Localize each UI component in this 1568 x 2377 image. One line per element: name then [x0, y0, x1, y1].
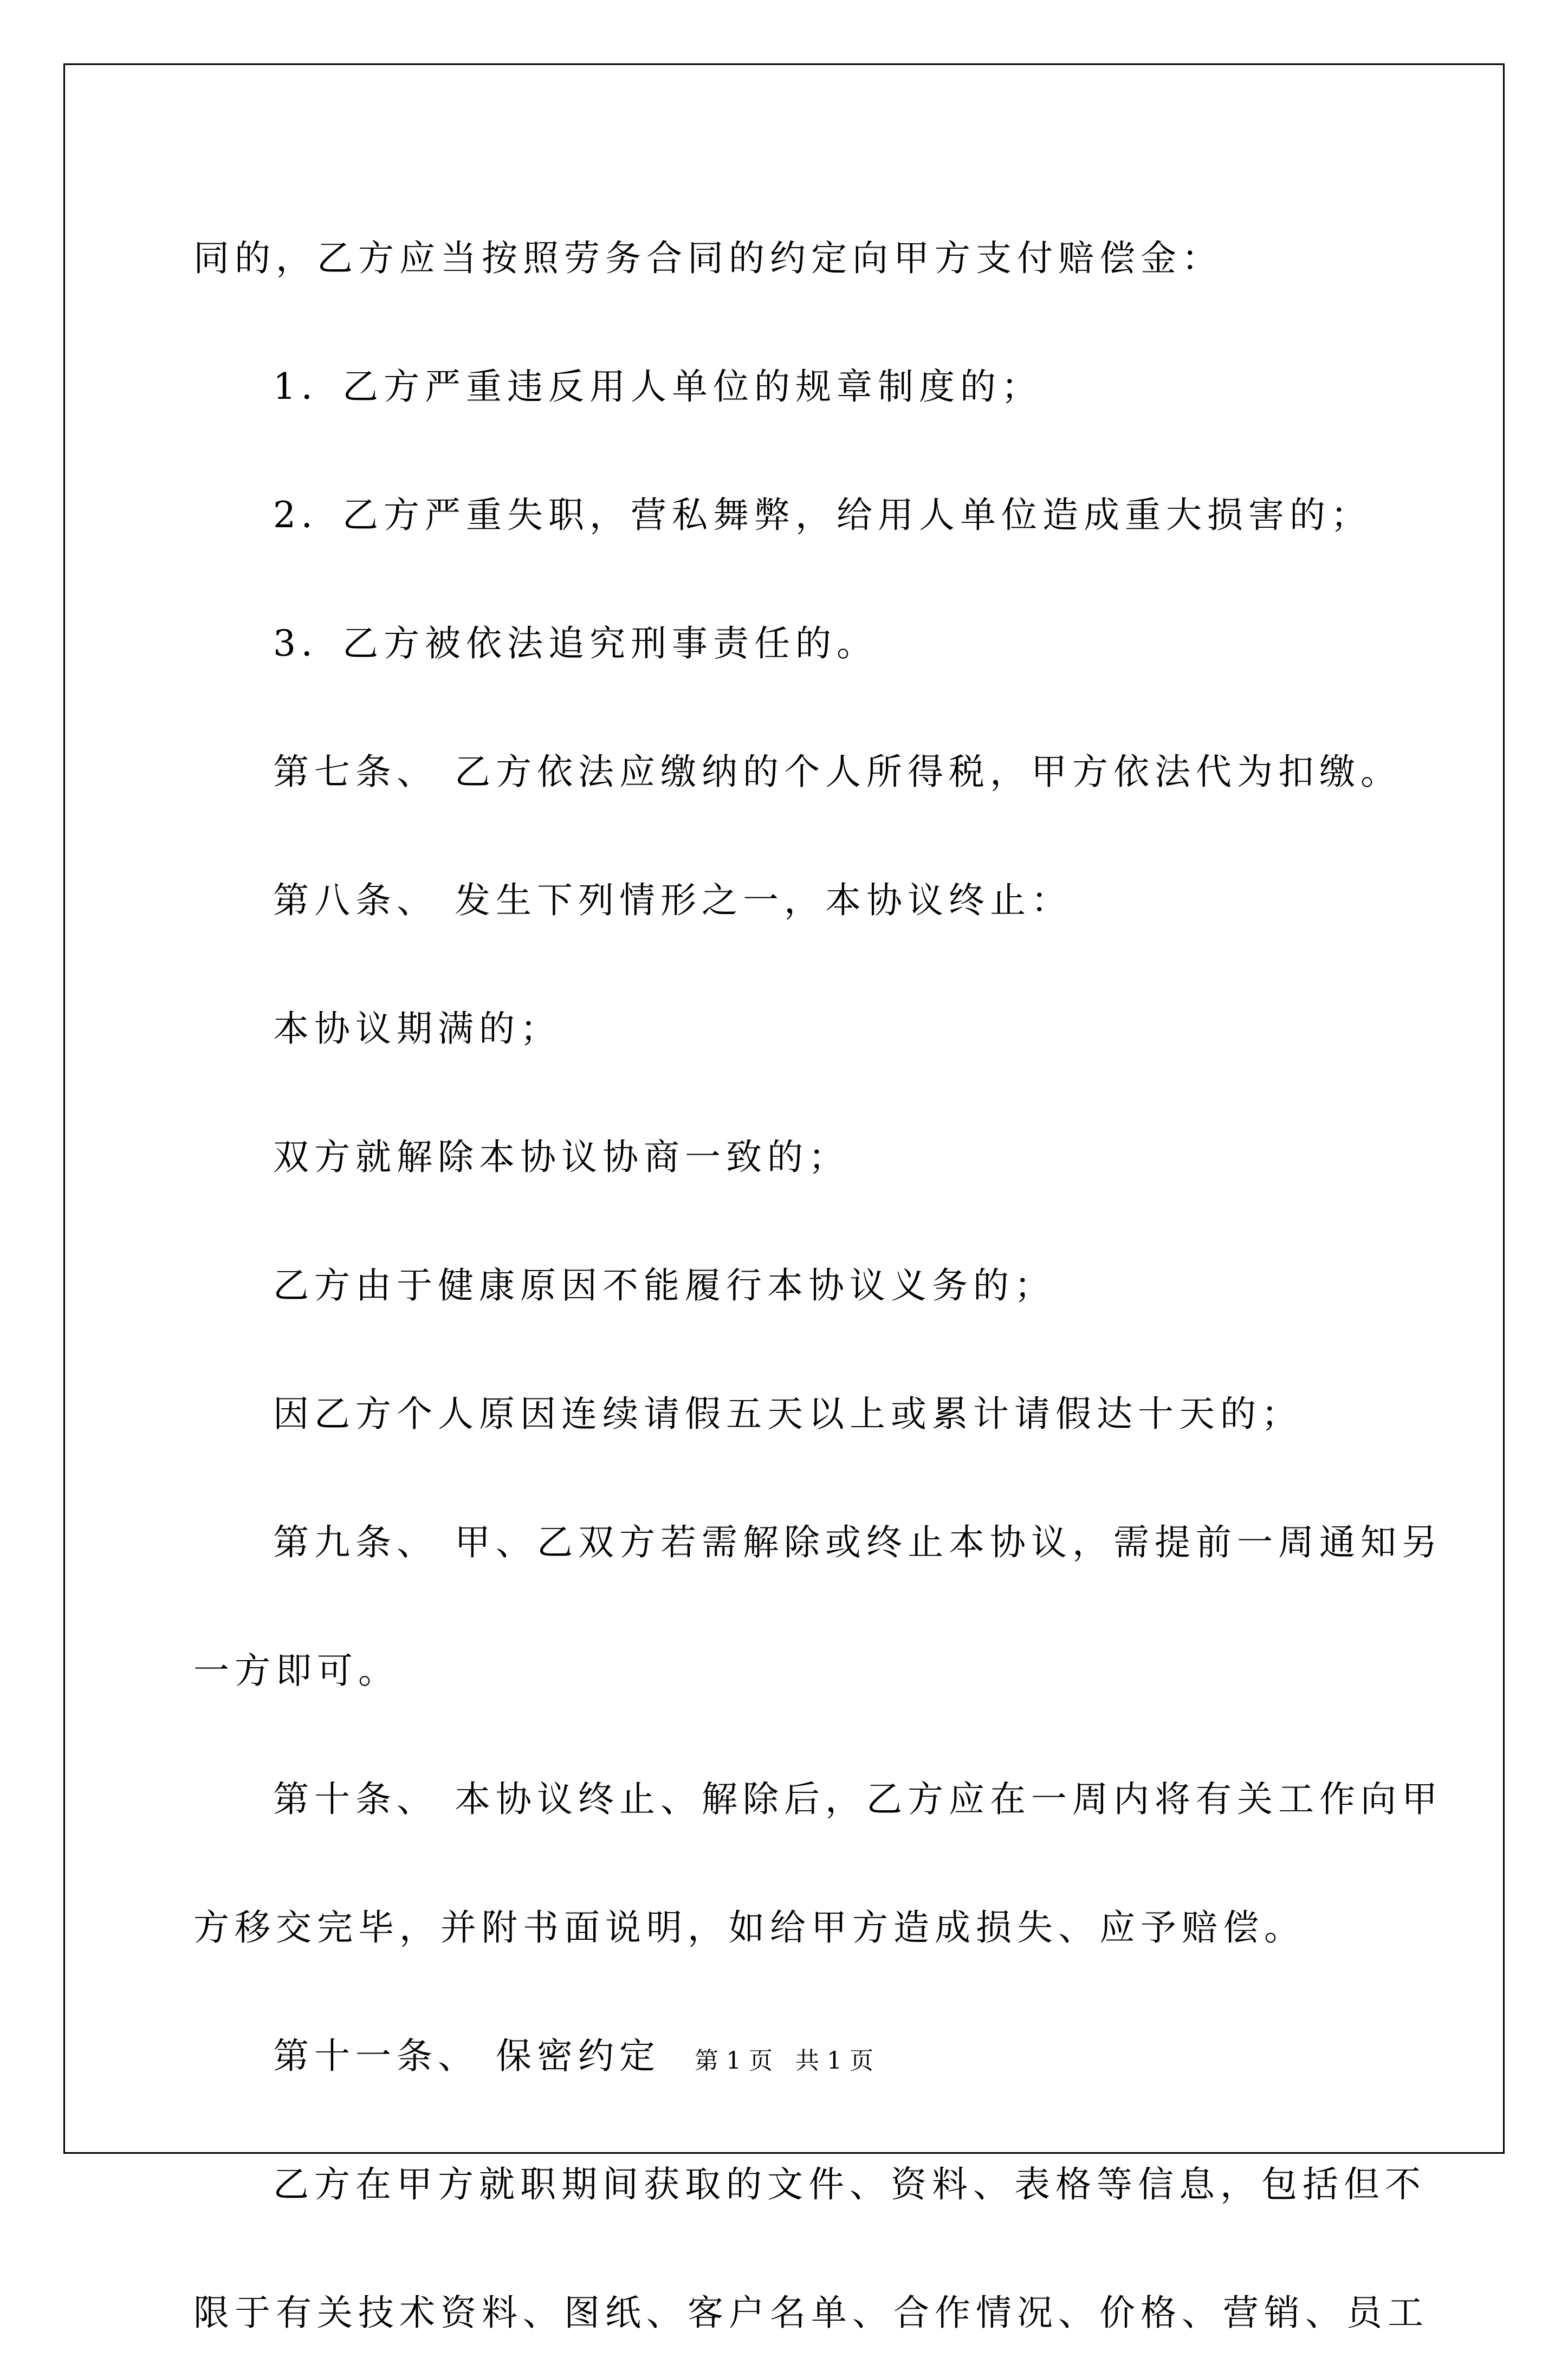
text-line: 3．乙方被依法追究刑事责任的。 [273, 623, 878, 664]
text-line: 第十一条、 保密约定 [273, 2035, 660, 2077]
text-line: 2．乙方严重失职，营私舞弊，给用人单位造成重大损害的； [273, 494, 1372, 536]
text-line: 第七条、 乙方依法应缴纳的个人所得税，甲方依法代为扣缴。 [273, 751, 1402, 793]
text-line: 同的，乙方应当按照劳务合同的约定向甲方支付赔偿金： [193, 237, 1223, 279]
text-line: 本协议期满的； [273, 1008, 561, 1050]
text-line: 第十条、 本协议终止、解除后，乙方应在一周内将有关工作向甲 [273, 1778, 1443, 1820]
text-line: 乙方由于健康原因不能履行本协议义务的； [273, 1265, 1055, 1306]
text-line: 双方就解除本协议协商一致的； [273, 1136, 850, 1178]
text-line: 方移交完毕，并附书面说明，如给甲方造成损失、应予赔偿。 [193, 1907, 1305, 1948]
text-line: 因乙方个人原因连续请假五天以上或累计请假达十天的； [273, 1393, 1303, 1435]
text-line: 第八条、 发生下列情形之一，本协议终止： [273, 879, 1072, 921]
page-number-footer: 第 1 页 共 1 页 [695, 2047, 873, 2075]
text-line: 一方即可。 [193, 1650, 399, 1692]
text-line: 限于有关技术资料、图纸、客户名单、合作情况、价格、营销、员工 [193, 2292, 1429, 2334]
text-line: 乙方在甲方就职期间获取的文件、资料、表格等信息，包括但不 [273, 2164, 1426, 2205]
text-line: 1．乙方严重违反用人单位的规章制度的； [273, 366, 1042, 407]
text-line: 第九条、 甲、乙双方若需解除或终止本协议，需提前一周通知另 [273, 1521, 1443, 1563]
